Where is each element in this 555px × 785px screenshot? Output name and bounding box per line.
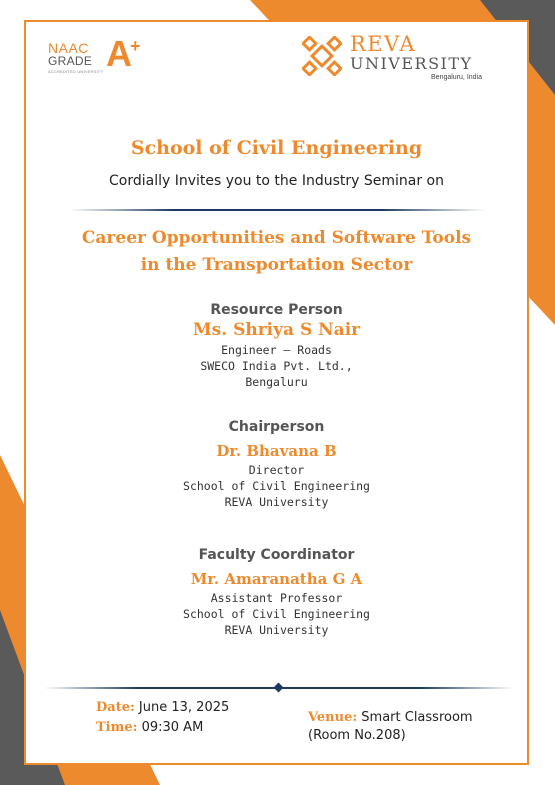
reva-university-text: UNIVERSITY — [350, 54, 473, 73]
naac-grade-letter: A — [106, 33, 132, 74]
time-value: 09:30 AM — [141, 720, 204, 735]
faculty-coordinator-detail-line: Assistant Professor — [210, 591, 343, 605]
venue-label: Venue: — [308, 710, 358, 725]
faculty-coordinator-detail-line: REVA University — [224, 623, 329, 637]
naac-grade-plus: + — [130, 36, 141, 56]
reva-emblem-icon — [302, 36, 342, 76]
resource-person-name: Ms. Shriya S Nair — [192, 320, 361, 340]
resource-person-section — [24, 302, 529, 390]
chairperson-name: Dr. Bhavana B — [216, 442, 337, 460]
chairperson-section — [24, 419, 529, 510]
resource-person-detail-line: Bengaluru — [245, 375, 308, 389]
chairperson-detail-line: Director — [248, 463, 305, 477]
resource-person-role: Resource Person — [210, 302, 343, 318]
chairperson-detail-line: School of Civil Engineering — [183, 479, 370, 493]
time-label: Time: — [96, 720, 138, 735]
top-divider — [70, 209, 485, 211]
venue-value: Smart Classroom — [361, 710, 473, 725]
faculty-coordinator-role: Faculty Coordinator — [198, 547, 355, 563]
chairperson-details — [24, 462, 529, 510]
date-value: June 13, 2025 — [138, 700, 230, 715]
seminar-topic-line1: Career Opportunities and Software Tools — [81, 228, 472, 248]
event-time — [96, 720, 203, 735]
seminar-topic — [24, 225, 529, 279]
faculty-coordinator-section — [24, 547, 529, 638]
resource-person-details — [24, 342, 529, 390]
event-venue-room: (Room No.208) — [308, 728, 406, 743]
resource-person-detail-line: SWECO India Pvt. Ltd., — [200, 359, 353, 373]
invitation-card — [24, 20, 529, 765]
faculty-coordinator-name: Mr. Amaranatha G A — [190, 570, 363, 588]
naac-grade-text: GRADE — [48, 54, 93, 68]
chairperson-role: Chairperson — [228, 419, 325, 435]
faculty-coordinator-details — [24, 590, 529, 638]
naac-text: NAAC — [48, 40, 89, 56]
chairperson-detail-line: REVA University — [224, 495, 329, 509]
reva-logo — [302, 32, 492, 86]
seminar-topic-line2: in the Transportation Sector — [140, 255, 413, 275]
reva-location-text: Bengaluru, India — [431, 74, 482, 81]
resource-person-detail-line: Engineer – Roads — [221, 343, 332, 357]
reva-name-text: REVA — [350, 32, 417, 56]
school-title: School of Civil Engineering — [130, 137, 423, 159]
event-date — [96, 700, 229, 715]
event-venue — [308, 710, 473, 725]
naac-logo — [48, 33, 141, 76]
invite-line: Cordially Invites you to the Industry Seminar on — [108, 173, 444, 189]
date-label: Date: — [96, 700, 135, 715]
naac-accredited-text: ACCREDITED UNIVERSITY — [48, 69, 104, 74]
faculty-coordinator-detail-line: School of Civil Engineering — [183, 607, 370, 621]
